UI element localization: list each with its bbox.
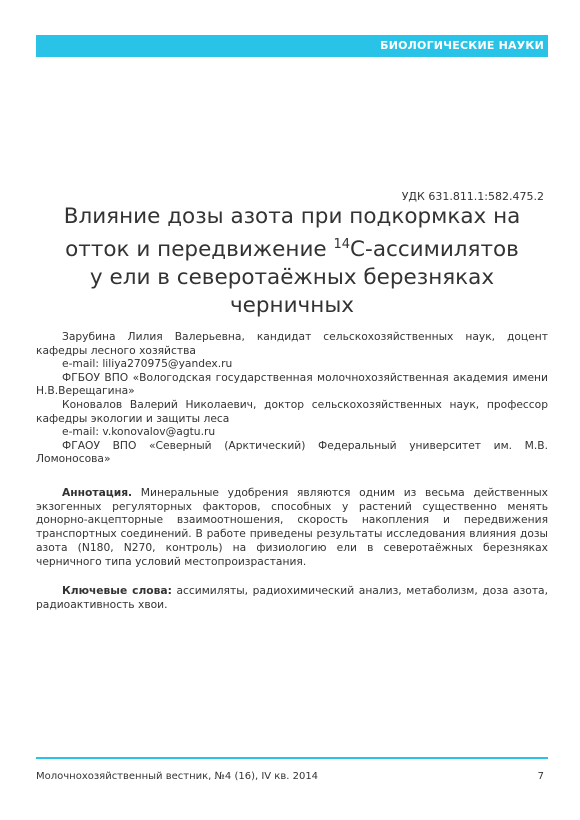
author-2-email[interactable]: e-mail: v.konovalov@agtu.ru [62, 425, 216, 439]
title-line-3: у ели в северотаёжных березняках [89, 265, 495, 291]
footer-journal: Молочнохозяйственный вестник, №4 (16), IV кв. 2014 [36, 771, 319, 782]
article-title [36, 203, 548, 320]
isotope-superscript: 14 [333, 237, 351, 252]
abstract-text: Минеральные удобрения являются одним из весьма действенных экзогенных регуляторных факторов, способных у растений существенно менять донорно-акцепторные взаимоотношения, скорость накопления и передвижения транспортных соединений. В работе приведены результаты исследования влияния дозы азота (N180, N270, контроль) на физиологию ели в северотаёжных березняках черничного типа условий местопроизрастания. [36, 486, 548, 568]
author-1-email[interactable]: e-mail: liliya270975@yandex.ru [62, 357, 233, 371]
author-2: Коновалов Валерий Николаевич, доктор сельскохозяйственных наук, профессор кафедры экологии и защиты леса [36, 397, 548, 425]
keywords-label: Ключевые слова: [62, 584, 172, 597]
authors-block [36, 330, 548, 466]
author-2-affiliation: ФГАОУ ВПО «Северный (Арктический) Федеральный университет им. М.В. Ломоносова» [36, 438, 548, 466]
author-1: Зарубина Лилия Валерьевна, кандидат сельскохозяйственных наук, доцент кафедры лесного хозяйства [36, 330, 548, 357]
abstract [36, 486, 548, 568]
keywords-text: ассимиляты, радиохимический анализ, метаболизм, доза азота, радиоактивность хвои. [36, 584, 548, 611]
section-title: БИОЛОГИЧЕСКИЕ НАУКИ [380, 39, 544, 52]
title-line-4: черничных [229, 293, 355, 319]
section-header-bar [36, 35, 548, 57]
author-1-affiliation: ФГБОУ ВПО «Вологодская государственная молочнохозяйственная академия имени Н.В.Верещагина» [36, 370, 548, 398]
title-line-2: отток и передвижение $^{14}$С-ассимилятов [65, 237, 519, 263]
abstract-label: Аннотация. [62, 486, 133, 499]
page-number: 7 [537, 771, 544, 782]
keywords [36, 584, 548, 611]
footer-divider [36, 757, 548, 759]
udk-code: УДК 631.811.1:582.475.2 [401, 190, 544, 203]
title-line-1: Влияние дозы азота при подкормках на [63, 204, 521, 229]
